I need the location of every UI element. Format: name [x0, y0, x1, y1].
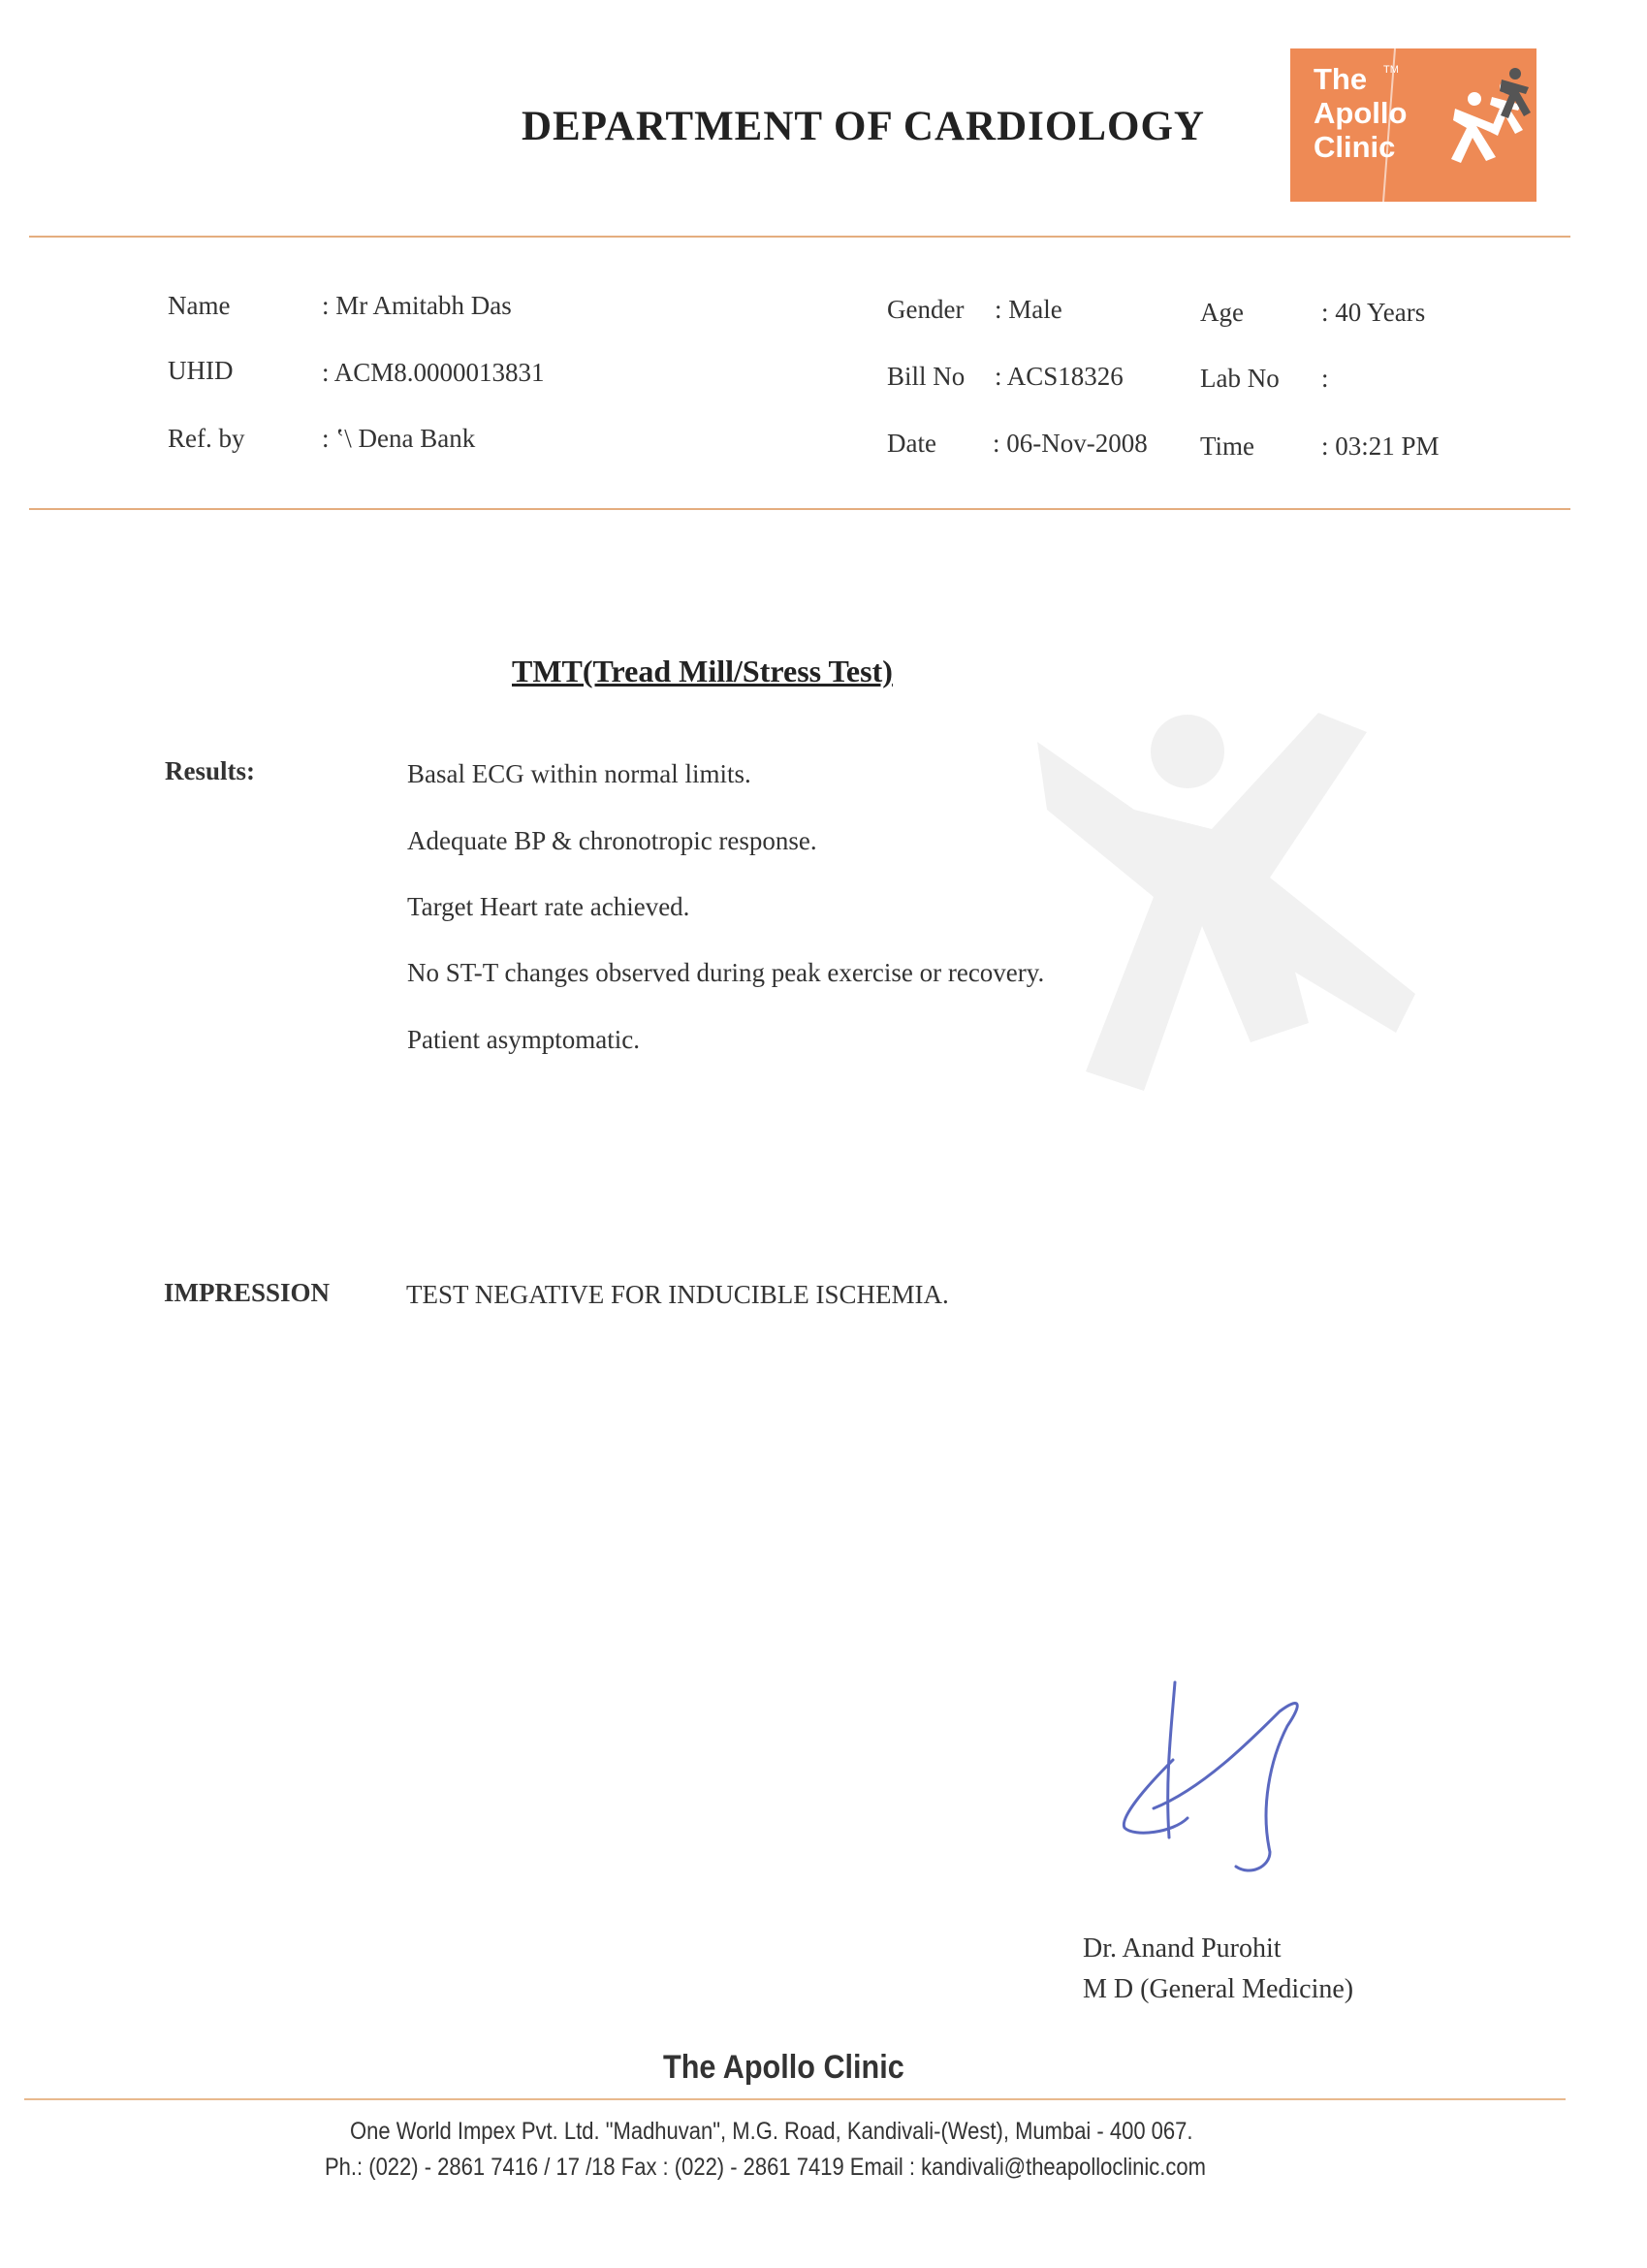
logo-line-the: The — [1314, 62, 1368, 96]
footer-address: One World Impex Pvt. Ltd. "Madhuvan", M.G. Road, Kandivali-(West), Mumbai - 400 067. — [350, 2118, 1193, 2145]
gender-value: : Male — [995, 295, 1062, 324]
department-title: DEPARTMENT OF CARDIOLOGY — [522, 104, 1205, 149]
impression-text: TEST NEGATIVE FOR INDUCIBLE ISCHEMIA. — [406, 1280, 949, 1309]
name-value: : Mr Amitabh Das — [322, 291, 512, 320]
lab-label: Lab No — [1200, 364, 1280, 393]
signature-icon — [1115, 1673, 1328, 1891]
test-title: TMT(Tread Mill/Stress Test) — [512, 654, 893, 688]
name-label: Name — [168, 291, 231, 320]
result-line: Basal ECG within normal limits. — [407, 759, 751, 788]
footer-divider — [24, 2098, 1566, 2100]
watermark-figure-icon — [1028, 703, 1435, 1134]
doctor-name: Dr. Anand Purohit — [1083, 1933, 1282, 1964]
date-value: : 06-Nov-2008 — [993, 429, 1148, 458]
result-line: Patient asymptomatic. — [407, 1025, 640, 1054]
middle-divider — [29, 508, 1570, 510]
age-label: Age — [1200, 298, 1244, 327]
gender-label: Gender — [887, 295, 965, 324]
refby-value: : ʽ\ Dena Bank — [322, 424, 476, 453]
bill-label: Bill No — [887, 362, 966, 391]
date-label: Date — [887, 429, 936, 458]
result-line: Target Heart rate achieved. — [407, 892, 690, 921]
top-divider — [29, 236, 1570, 238]
logo-line-apollo: Apollo — [1314, 96, 1408, 130]
result-line: Adequate BP & chronotropic response. — [407, 826, 817, 855]
refby-label: Ref. by — [168, 424, 245, 453]
bill-value: : ACS18326 — [995, 362, 1124, 391]
results-label: Results: — [165, 756, 255, 785]
logo-line-clinic: Clinic — [1314, 130, 1396, 164]
uhid-value: : ACM8.0000013831 — [322, 358, 545, 387]
logo-trademark: TM — [1383, 64, 1399, 76]
doctor-qualification: M D (General Medicine) — [1083, 1974, 1354, 2004]
uhid-label: UHID — [168, 356, 234, 385]
age-value: : 40 Years — [1321, 298, 1426, 327]
footer-title: The Apollo Clinic — [663, 2049, 904, 2086]
lab-value: : — [1321, 364, 1329, 393]
time-label: Time — [1200, 431, 1255, 461]
impression-label: IMPRESSION — [164, 1278, 331, 1307]
apollo-clinic-logo — [1290, 48, 1536, 202]
result-line: No ST-T changes observed during peak exercise or recovery. — [407, 958, 1045, 987]
logo-text — [1314, 62, 1407, 164]
footer-contact: Ph.: (022) - 2861 7416 / 17 /18 Fax : (022) - 2861 7419 Email : kandivali@theapolloclinic.com — [325, 2154, 1206, 2181]
time-value: : 03:21 PM — [1321, 431, 1440, 461]
